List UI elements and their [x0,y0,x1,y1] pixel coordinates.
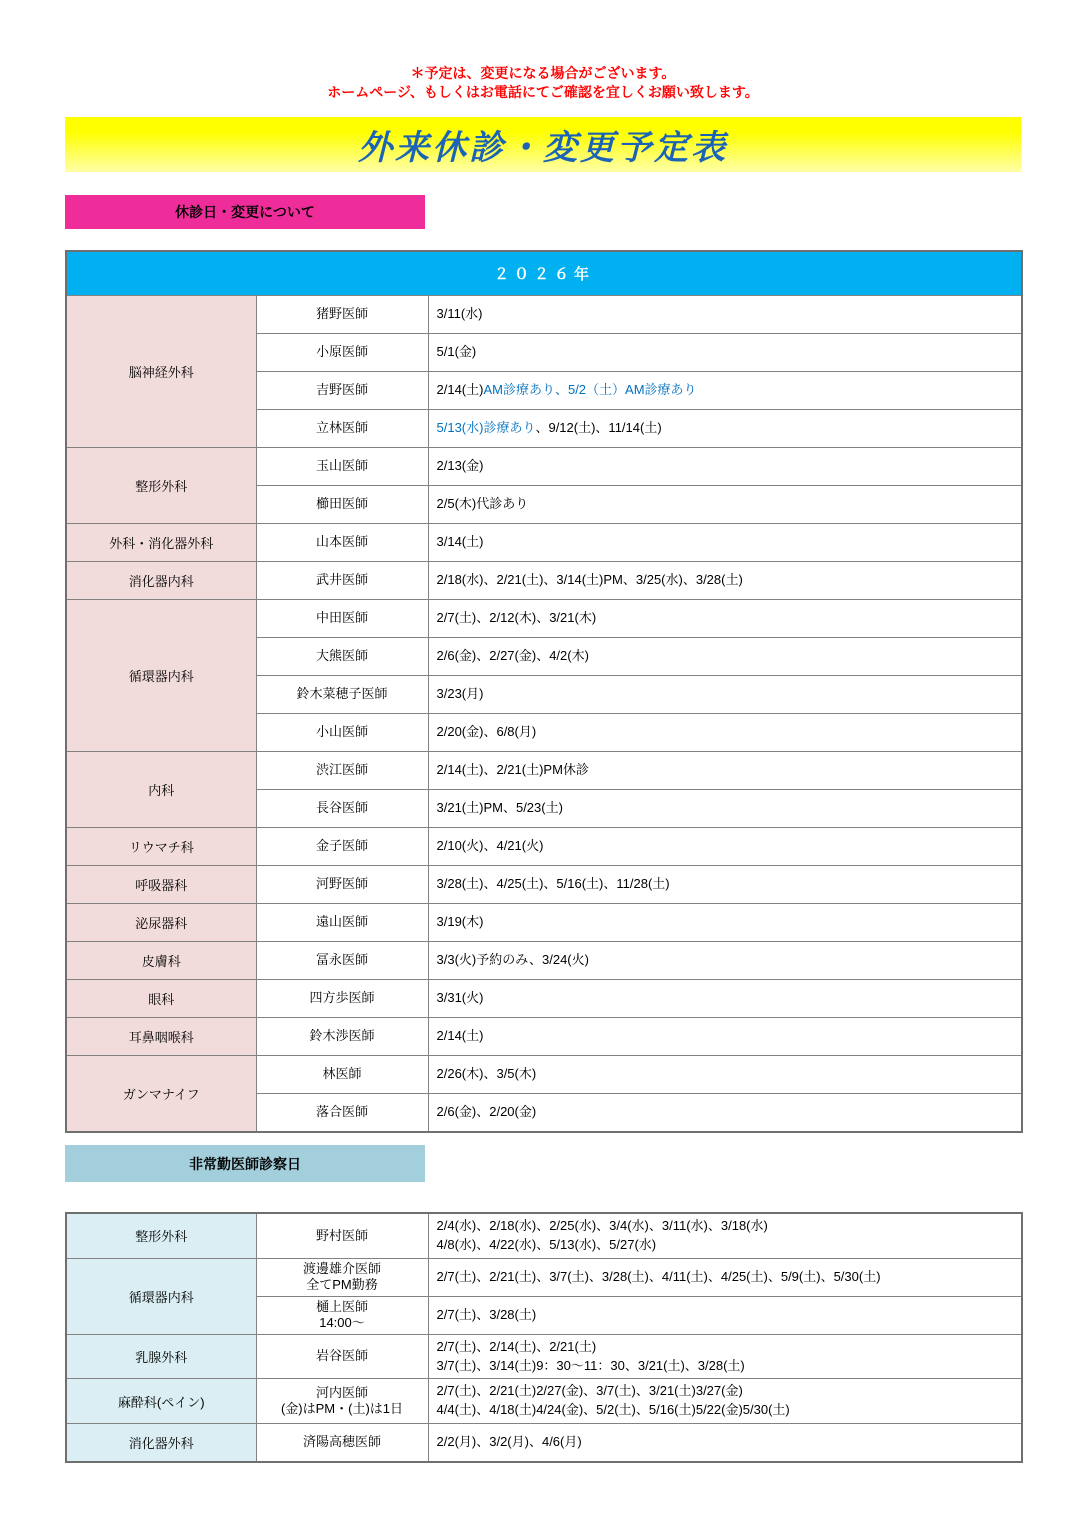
date-line [437,913,1014,932]
dates-cell [428,1094,1022,1132]
table-row [66,752,1022,790]
date-line [437,1065,1014,1084]
title-banner [65,117,1021,172]
table-row [66,296,1022,334]
dates-cell [428,524,1022,562]
dates-cell [428,638,1022,676]
doctor-name: 猪野医師 [315,306,368,322]
table-row [66,1424,1022,1462]
closure-change-table [65,250,1023,1133]
date-text: 2/7(土)、2/21(土)2/27(金)、3/7(土)、3/21(土)3/27(金) [436,1383,743,1399]
table-row [66,980,1022,1018]
doctor-name: 鈴木渉医師 [309,1028,375,1044]
date-line [437,989,1014,1008]
section2-heading-label: 非常勤医師診察日 [189,1155,301,1172]
doctor-cell [256,752,428,790]
section1-heading-label: 休診日・変更について [175,204,315,220]
date-text: 3/19(木) [436,914,484,930]
date-text: 2/5(木)代診あり [436,496,529,512]
dates-cell [428,790,1022,828]
page-title: 外来休診・変更予定表 [358,129,728,167]
department-cell: 麻酔科(ペイン) [66,1379,256,1424]
date-line [437,1217,1014,1236]
dates-cell [428,372,1022,410]
doctor-cell [256,524,428,562]
dates-cell [428,866,1022,904]
dates-cell [428,752,1022,790]
date-text: 3/7(土)、3/14(土)9：30～11：30、3/21(土)、3/28(土) [436,1357,745,1373]
department-cell: 眼科 [66,980,256,1018]
date-text: 3/11(水) [436,306,483,322]
dates-cell [428,676,1022,714]
department-cell: 循環器内科 [66,1258,256,1334]
table-row [66,600,1022,638]
doctor-cell [256,828,428,866]
date-text: 2/6(金)、2/20(金) [436,1103,537,1119]
doctor-name: 遠山医師 [315,914,368,930]
notice-line-1: ＊予定は、変更になる場合がございます。 [410,65,676,81]
date-text: 5/1(金) [436,344,477,360]
department-cell: 泌尿器科 [66,904,256,942]
date-line [437,1268,1014,1287]
dates-cell [428,942,1022,980]
date-line [437,305,1014,324]
doctor-name: 野村医師 [315,1227,368,1243]
department-cell: 乳腺外科 [66,1334,256,1379]
notice-line-2: ホームページ、もしくはお電話にてご確認を宜しくお願い致します。 [327,83,759,100]
date-text: 4/4(土)、4/18(土)4/24(金)、5/2(土)、5/16(土)5/22(金)5/30(土) [436,1402,790,1418]
date-line [437,1103,1014,1122]
date-line [437,685,1014,704]
table-row [66,448,1022,486]
date-line [437,1357,1014,1376]
date-line [437,1236,1014,1255]
doctor-cell [256,334,428,372]
doctor-cell [256,410,428,448]
doctor-cell [256,372,428,410]
date-text: 3/23(月) [436,686,484,702]
doctor-cell [256,1379,428,1424]
date-line [437,837,1014,856]
department-cell: 脳神経外科 [66,296,256,448]
doctor-cell [256,942,428,980]
doctor-name: 樋上医師 [315,1298,368,1314]
table-row [66,942,1022,980]
table-row [66,1379,1022,1424]
dates-cell [428,828,1022,866]
doctor-cell [256,1334,428,1379]
doctor-name: 河野医師 [315,876,368,892]
doctor-cell [256,980,428,1018]
date-text: 2/7(土)、2/12(木)、3/21(木) [436,610,597,626]
doctor-name: 櫛田医師 [315,496,368,512]
date-text: 2/6(金)、2/27(金)、4/2(木) [436,648,589,664]
department-cell: 消化器内科 [66,562,256,600]
table-row [66,1056,1022,1094]
table-row [66,904,1022,942]
doctor-cell [256,676,428,714]
date-text: 2/4(水)、2/18(水)、2/25(水)、3/4(水)、3/11(水)、3/18(水) [436,1218,768,1233]
doctor-name: 吉野医師 [315,382,368,398]
date-text: 3/28(土)、4/25(土)、5/16(土)、11/28(土) [436,876,670,892]
doctor-cell [256,714,428,752]
doctor-name: 武井医師 [315,572,368,588]
doctor-cell [256,486,428,524]
date-line [437,419,1014,438]
department-cell: ガンマナイフ [66,1056,256,1132]
doctor-name: 岩谷医師 [315,1348,368,1364]
date-line [437,1401,1014,1420]
date-line [437,1306,1014,1325]
dates-cell [428,1296,1022,1334]
dates-cell [428,334,1022,372]
doctor-cell [256,448,428,486]
doctor-cell [256,1213,428,1258]
date-text: 2/7(土)、2/14(土)、2/21(土) [436,1338,597,1354]
dates-cell [428,1424,1022,1462]
doctor-name: 林医師 [322,1066,362,1082]
date-line [437,457,1014,476]
date-text: 2/20(金)、6/8(月) [436,724,537,740]
table-row [66,1213,1022,1258]
department-cell: リウマチ科 [66,828,256,866]
date-line [437,495,1014,514]
dates-cell [428,980,1022,1018]
date-line [437,799,1014,818]
department-cell: 消化器外科 [66,1424,256,1462]
doctor-name: 四方歩医師 [309,990,375,1006]
section2-heading [65,1145,425,1182]
date-line [437,951,1014,970]
dates-cell [428,562,1022,600]
year-header-row [66,251,1022,296]
date-text: 2/14(土) [436,382,484,398]
doctor-cell [256,1094,428,1132]
doctor-name: 落合医師 [315,1104,368,1120]
doctor-name: 小山医師 [315,724,368,740]
date-text: 2/7(土)、2/21(土)、3/7(土)、3/28(土)、4/11(土)、4/25(土)、5/9(土)、5/30(土) [436,1268,881,1284]
part-time-doctor-table [65,1212,1023,1463]
date-line [437,343,1014,362]
date-line [437,875,1014,894]
dates-cell [428,904,1022,942]
notice [0,64,1086,102]
dates-cell [428,296,1022,334]
department-cell: 耳鼻咽喉科 [66,1018,256,1056]
doctor-cell [256,600,428,638]
date-text: 、9/12(土)、11/14(土) [535,420,662,436]
dates-cell [428,1379,1022,1424]
date-line [437,1433,1014,1452]
table-row [66,524,1022,562]
doctor-name: 渡邊雄介医師 [302,1260,381,1276]
department-cell: 呼吸器科 [66,866,256,904]
highlighted-date-text: AM診療あり、5/2（土）AM診療あり [483,382,697,398]
date-text: 2/7(土)、3/28(土) [436,1306,537,1322]
table-row [66,1018,1022,1056]
table-row [66,866,1022,904]
doctor-name: 河内医師 [315,1384,368,1400]
doctor-name: 冨永医師 [315,952,368,968]
department-cell: 皮膚科 [66,942,256,980]
dates-cell [428,600,1022,638]
date-text: 3/21(土)PM、5/23(土) [436,800,563,816]
doctor-name: 済陽高穂医師 [302,1434,381,1450]
section1-heading [65,195,425,229]
doctor-note: 全てPM勤務 [306,1277,378,1293]
department-cell: 外科・消化器外科 [66,524,256,562]
doctor-name: 金子医師 [315,838,368,854]
date-line [437,609,1014,628]
dates-cell [428,448,1022,486]
doctor-name: 玉山医師 [315,458,368,474]
dates-cell [428,486,1022,524]
date-text: 2/18(水)、2/21(土)、3/14(土)PM、3/25(水)、3/28(土) [436,572,743,588]
date-text: 4/8(水)、4/22(水)、5/13(水)、5/27(水) [436,1236,657,1252]
date-line [437,1338,1014,1357]
date-text: 2/14(土)、2/21(土)PM休診 [436,762,589,778]
date-line [437,1382,1014,1401]
doctor-note: (金)はPM・(土)は1日 [280,1401,404,1417]
doctor-name: 大熊医師 [315,648,368,664]
date-text: 2/13(金) [436,458,484,474]
highlighted-date-text: 5/13(水)診療あり [436,420,536,436]
date-text: 3/31(火) [436,990,484,1006]
dates-cell [428,1018,1022,1056]
table-row [66,1334,1022,1379]
department-cell: 循環器内科 [66,600,256,752]
department-cell: 整形外科 [66,1213,256,1258]
dates-cell [428,1258,1022,1296]
department-cell: 内科 [66,752,256,828]
table-row [66,562,1022,600]
date-text: 3/3(火)予約のみ、3/24(火) [436,952,589,968]
date-text: 2/10(火)、4/21(火) [436,838,544,854]
doctor-cell [256,904,428,942]
date-text: 2/2(月)、3/2(月)、4/6(月) [436,1433,582,1449]
table-row [66,1258,1022,1296]
date-text: 3/14(土) [436,534,484,550]
doctor-cell [256,562,428,600]
doctor-note: 14:00～ [319,1315,365,1331]
dates-cell [428,410,1022,448]
department-cell: 整形外科 [66,448,256,524]
date-line [437,381,1014,400]
table-row [66,828,1022,866]
doctor-name: 山本医師 [315,534,368,550]
date-line [437,1027,1014,1046]
date-line [437,533,1014,552]
date-line [437,647,1014,666]
date-line [437,571,1014,590]
doctor-name: 小原医師 [315,344,368,360]
date-text: 2/14(土) [436,1028,484,1044]
doctor-cell [256,296,428,334]
doctor-cell [256,1056,428,1094]
doctor-name: 渋江医師 [315,762,368,778]
doctor-cell [256,1296,428,1334]
doctor-cell [256,790,428,828]
doctor-cell [256,1258,428,1296]
doctor-cell [256,1018,428,1056]
date-line [437,761,1014,780]
doctor-cell [256,638,428,676]
doctor-cell [256,1424,428,1462]
dates-cell [428,714,1022,752]
dates-cell [428,1334,1022,1379]
doctor-name: 鈴木菜穂子医師 [296,686,388,702]
doctor-name: 中田医師 [315,610,368,626]
year-header: ２０２６年 [66,251,1022,296]
dates-cell [428,1056,1022,1094]
doctor-name: 長谷医師 [315,800,368,816]
dates-cell [428,1213,1022,1258]
date-text: 2/26(木)、3/5(木) [436,1066,537,1082]
doctor-name: 立林医師 [315,420,368,436]
doctor-cell [256,866,428,904]
date-line [437,723,1014,742]
